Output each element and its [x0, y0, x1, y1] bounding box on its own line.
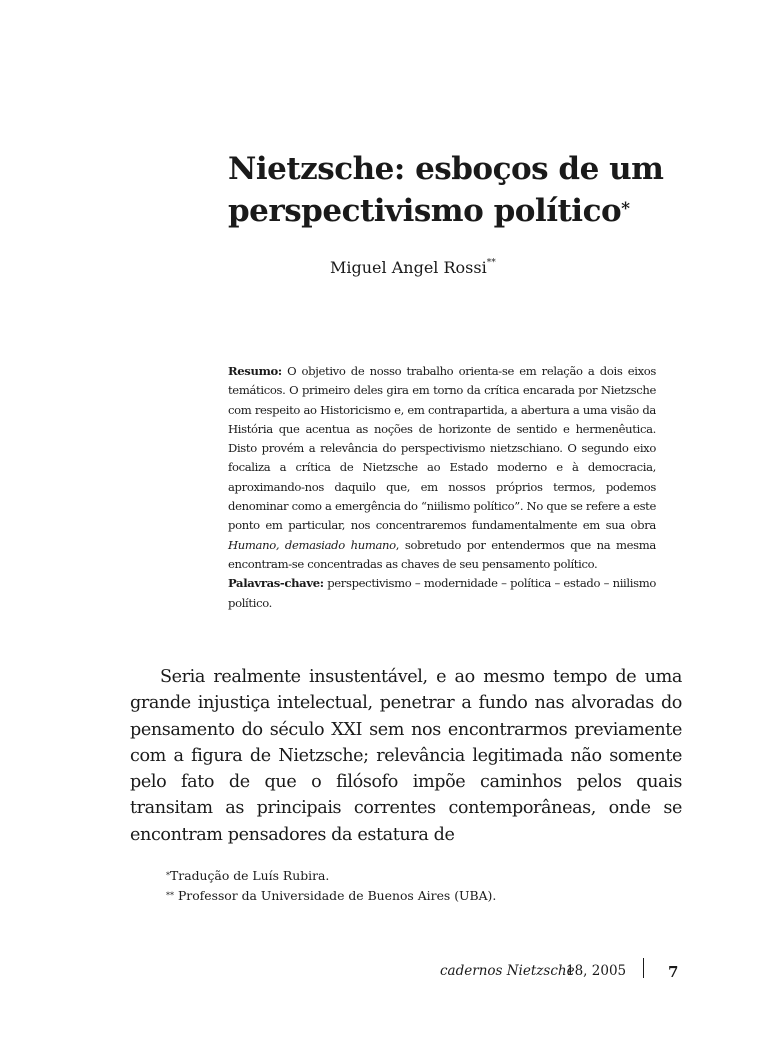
- keywords-paragraph: [228, 574, 656, 613]
- footnote-2-mark: **: [166, 891, 174, 900]
- body-text: [130, 664, 682, 848]
- running-footer: [440, 963, 680, 985]
- abstract-text-1: O objetivo de nosso trabalho orienta-se em relação a dois eixos temáticos. O primeiro deles gira em torno da crítica encarada por Nietzsche com respeito ao Historicismo e, em contrapartida, a abertura a uma visão da História que acentua as noções de horizonte de sentido e hermenêutica. Disto provém a relevância do perspectivismo nietzschiano. O segundo eixo focaliza a crítica de Nietzsche ao Estado moderno e à democracia, aproximando-nos daquilo que, em nossos próprios termos, podemos denominar como a emergência do “niilismo político”. No que se refere a este ponto em particular, nos concentraremos fundamentalmente em sua obra: [228, 364, 657, 533]
- title-line-2-text: perspectivismo político: [228, 193, 622, 229]
- footnote-1-text: Tradução de Luís Rubira.: [170, 868, 330, 883]
- footnote-1-mark: *: [166, 871, 170, 880]
- author-name: [330, 258, 496, 277]
- abstract-block: [228, 362, 656, 613]
- author-footnote-mark: **: [486, 258, 496, 268]
- footer-divider: [643, 958, 644, 978]
- journal-name: cadernos Nietzsche: [440, 963, 575, 979]
- title-line-2: [228, 190, 668, 232]
- author-text: Miguel Angel Rossi: [330, 258, 487, 277]
- volume-year: 18, 2005: [566, 963, 627, 979]
- footnote-2: [166, 886, 666, 906]
- article-title: [228, 148, 668, 232]
- abstract-text-2: , sobretudo por entendermos que na mesma encontram-se concentradas as chaves de seu pensamento político.: [228, 537, 656, 571]
- footnote-1: [166, 866, 666, 886]
- title-footnote-mark: *: [621, 199, 630, 219]
- abstract-label: Resumo:: [228, 364, 282, 378]
- abstract-paragraph: [228, 362, 656, 574]
- title-line-1: Nietzsche: esboços de um: [228, 151, 664, 187]
- body-paragraph: Seria realmente insustentável, e ao mesmo tempo de uma grande injustiça intelectual, penetrar a fundo nas alvoradas do pensamento do século XXI sem nos encontrarmos previamente com a figura de Nietzsche; relevância legitimada não somente pelo fato de que o filósofo impõe caminhos pelos quais transitam as principais correntes contemporâneas, onde se encontram pensadores da estatura de: [130, 667, 682, 845]
- abstract-work-title: Humano, demasiado humano: [228, 537, 396, 552]
- keywords-text: perspectivismo – modernidade – política – estado – niilismo político.: [228, 576, 656, 610]
- footnotes: [166, 866, 666, 906]
- footnote-2-text: Professor da Universidade de Buenos Aires (UBA).: [177, 888, 497, 903]
- page-number: 7: [668, 963, 679, 981]
- keywords-label: Palavras-chave:: [228, 576, 324, 591]
